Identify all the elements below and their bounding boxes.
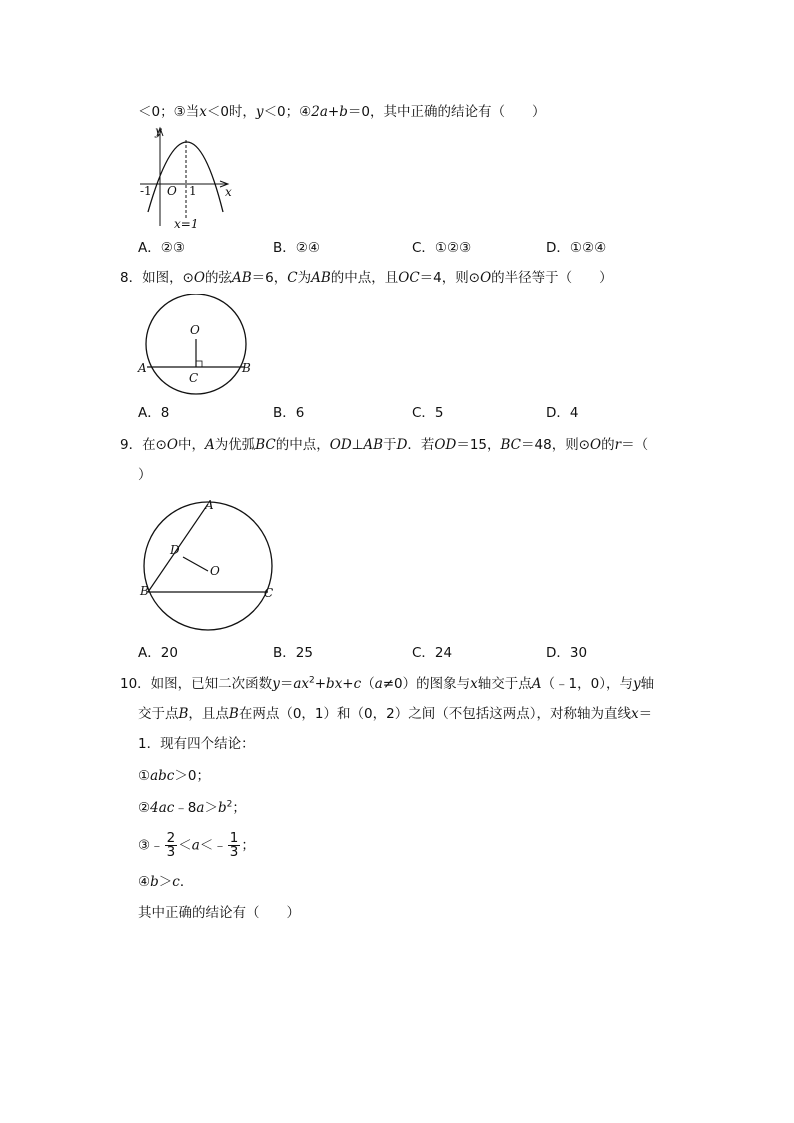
q7-parabola-figure bbox=[138, 122, 248, 232]
q8-option-a[interactable]: A．8 bbox=[138, 405, 170, 421]
q10-ending-prompt: 其中正确的结论有（ ） bbox=[138, 905, 300, 921]
q8-label-a: A bbox=[138, 361, 147, 375]
q10-fraction-two-thirds: $\frac{2}{3}$ bbox=[166, 830, 176, 860]
q7-option-b[interactable]: B．②④ bbox=[273, 240, 320, 256]
q7-x-label: x bbox=[225, 185, 232, 199]
q8-label-o: O bbox=[190, 323, 200, 337]
q9-stem-close-paren: ） bbox=[138, 467, 152, 483]
q9-segment-od bbox=[183, 557, 208, 571]
q10-stem-line-2: 交于点B，且点B在两点（0，1）和（0，2）之间（不包括这两点），对称轴为直线x＝ bbox=[138, 706, 653, 722]
q8-right-angle-mark bbox=[196, 361, 202, 367]
q10-conclusion-1: ①abc＞0； bbox=[138, 768, 210, 784]
q7-axis-equation-label: x=1 bbox=[174, 217, 199, 231]
q9-label-b: B bbox=[140, 584, 149, 598]
q8-option-d[interactable]: D．4 bbox=[546, 405, 579, 421]
q7-option-c[interactable]: C．①②③ bbox=[412, 240, 472, 256]
q9-label-c: C bbox=[264, 586, 274, 600]
q10-stem-line-3: 1．现有四个结论： bbox=[138, 736, 255, 752]
q10-conclusion-3: ③﹣ $\frac{2}{3}$ ＜a＜﹣ $\frac{1}{3}$ ； bbox=[138, 830, 255, 860]
q9-label-a: A bbox=[205, 498, 214, 512]
q7-option-a[interactable]: A．②③ bbox=[138, 240, 185, 256]
q7-neg-one-label: -1 bbox=[140, 184, 152, 198]
q9-circle-figure bbox=[136, 496, 282, 636]
q9-option-b[interactable]: B．25 bbox=[273, 645, 313, 661]
q9-label-o: O bbox=[210, 564, 220, 578]
q9-option-d[interactable]: D．30 bbox=[546, 645, 588, 661]
q7-one-label: 1 bbox=[189, 184, 197, 198]
q8-stem: 8．如图，⊙O的弦AB＝6，C为AB的中点，且OC＝4，则⊙O的半径等于（ ） bbox=[120, 270, 613, 286]
q9-stem: 9．在⊙O中，A为优弧BC的中点，OD⊥AB于D．若OD＝15，BC＝48，则⊙O的r＝（ bbox=[120, 437, 649, 453]
q7-stem-tail: ＜0；③当x＜0时，y＜0；④2a+b＝0，其中正确的结论有（ ） bbox=[138, 104, 546, 120]
q10-fraction-one-third: $\frac{1}{3}$ bbox=[229, 830, 239, 860]
q9-circle bbox=[144, 502, 272, 630]
q9-option-c[interactable]: C．24 bbox=[412, 645, 453, 661]
q10-conclusion-2: $②4ac﹣8a>b^2$； bbox=[138, 799, 246, 816]
q8-option-c[interactable]: C．5 bbox=[412, 405, 444, 421]
q8-label-c: C bbox=[189, 371, 199, 385]
q9-label-d: D bbox=[170, 543, 180, 557]
q8-option-b[interactable]: B．6 bbox=[273, 405, 305, 421]
q9-option-a[interactable]: A．20 bbox=[138, 645, 178, 661]
q7-y-label: y bbox=[155, 124, 162, 138]
q10-stem-line-1: 10．如图，已知二次函数$y=ax^2+bx+c(a\ne 0)$的图象与x轴交于点A（﹣1，0），与y轴 bbox=[120, 675, 655, 692]
q8-label-b: B bbox=[242, 361, 251, 375]
q7-origin-label: O bbox=[167, 184, 177, 198]
q7-option-d[interactable]: D．①②④ bbox=[546, 240, 607, 256]
q10-conclusion-4: ④b＞c． bbox=[138, 874, 194, 890]
q8-circle-figure bbox=[136, 294, 256, 398]
